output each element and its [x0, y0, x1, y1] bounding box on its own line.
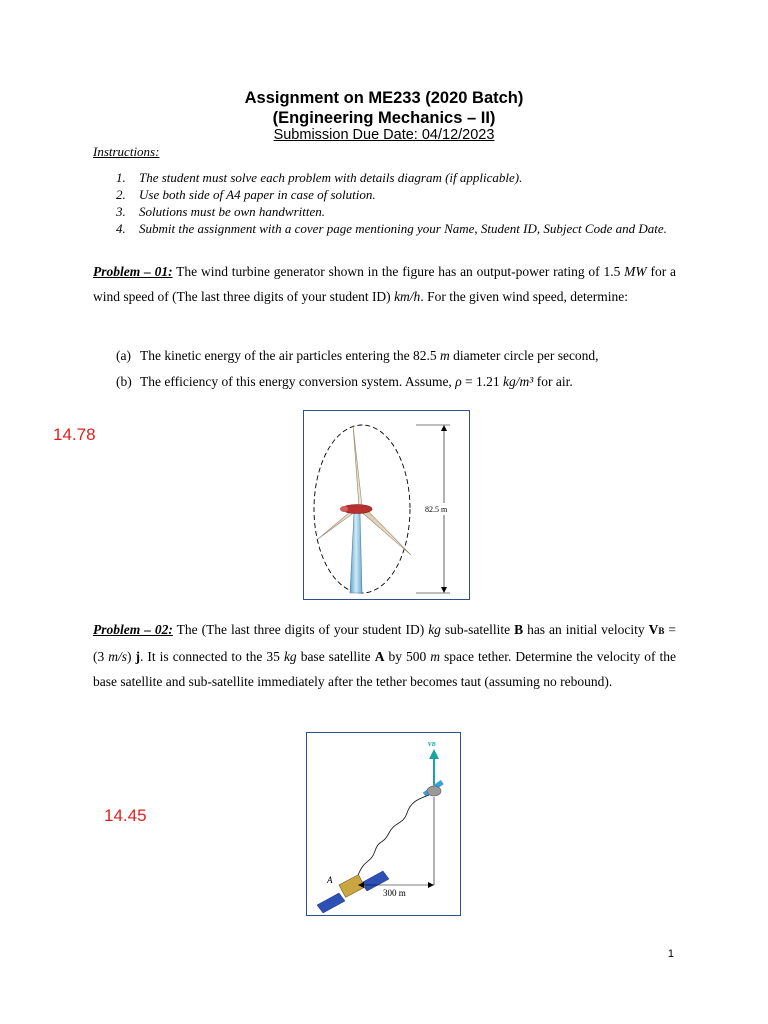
problem-2-text: . It is connected to the 35	[140, 649, 284, 664]
part-text: = 1.21	[461, 374, 504, 389]
unit-kg: kg	[283, 649, 297, 664]
instruction-text: Submit the assignment with a cover page mentioning your Name, Student ID, Subject Code and Date.	[139, 221, 667, 236]
part-text: The efficiency of this energy conversion system. Assume,	[140, 374, 456, 389]
satellite-figure	[306, 732, 461, 916]
wind-turbine-figure	[303, 410, 470, 600]
velocity-label	[428, 739, 436, 748]
course-name: (Engineering Mechanics – II)	[272, 109, 496, 127]
instructions-heading: Instructions:	[93, 144, 160, 159]
tether-distance-label: 300 m	[383, 888, 406, 898]
problem-2-text: sub-satellite	[440, 622, 515, 637]
symbol-a: A	[374, 649, 385, 664]
unit-m: m	[440, 348, 450, 363]
problem-2-reference-number: 14.45	[104, 806, 147, 825]
problem-2-text: has an initial velocity	[523, 622, 649, 637]
instruction-number: 3.	[116, 204, 126, 219]
unit-kmh: km/h	[394, 289, 421, 304]
symbol-b: B	[514, 622, 524, 637]
unit-mw: MW	[624, 264, 647, 279]
base-satellite-label: A	[327, 875, 333, 885]
problem-2-label: Problem – 02:	[93, 622, 173, 637]
problem-1-reference-number: 14.78	[53, 425, 96, 444]
problem-1-text: . For the given wind speed, determine:	[420, 289, 629, 304]
rho-symbol: ρ	[455, 374, 462, 389]
unit-density: kg/m³	[503, 374, 534, 389]
problem-2-text: by 500	[384, 649, 431, 664]
unit-m: m	[430, 649, 440, 664]
instruction-number: 2.	[116, 187, 126, 202]
instruction-text: Solutions must be own handwritten.	[139, 204, 325, 219]
velocity-label-v: v	[428, 739, 432, 748]
unit-ms: m/s	[108, 649, 128, 664]
turbine-diameter-label: 82.5 m	[425, 505, 448, 514]
page-number: 1	[667, 948, 674, 960]
problem-1-statement	[93, 259, 676, 309]
part-text: for air.	[533, 374, 573, 389]
instructions-list	[116, 170, 676, 260]
velocity-subscript: B	[658, 626, 665, 636]
instruction-text: The student must solve each problem with details diagram (if applicable).	[139, 170, 523, 185]
part-text: The kinetic energy of the air particles entering the 82.5	[140, 348, 441, 363]
part-label: (a)	[116, 348, 131, 363]
velocity-label-subscript: B	[431, 742, 436, 748]
problem-1-text: The wind turbine generator shown in the figure has an output-power rating of 1.5	[172, 264, 625, 279]
part-label: (b)	[116, 374, 132, 389]
part-text: diameter circle per second,	[449, 348, 599, 363]
instruction-number: 1.	[116, 170, 126, 185]
problem-1-label: Problem – 01:	[93, 264, 173, 279]
problem-2-statement	[93, 617, 676, 694]
instruction-number: 4.	[116, 221, 126, 236]
problem-1-text: for a wind speed of (The last three digits of your student ID)	[93, 264, 677, 304]
problem-2-text: The (The last three digits of your student ID)	[172, 622, 429, 637]
problem-2-text: space tether. Determine the velocity of the base satellite and sub-satellite immediately after the tether becomes taut (assuming no rebound).	[93, 649, 677, 689]
due-date: Submission Due Date: 04/12/2023	[273, 127, 495, 143]
instruction-text: Use both side of A4 paper in case of solution.	[139, 187, 376, 202]
unit-kg: kg	[428, 622, 441, 637]
document-title: Assignment on ME233 (2020 Batch)	[244, 89, 524, 107]
velocity-symbol: V	[648, 622, 659, 637]
problem-2-text: base satellite	[296, 649, 375, 664]
problem-2-text: )	[127, 649, 136, 664]
unit-vector-j: j	[135, 649, 141, 664]
problem-2-text: = (3	[93, 622, 676, 664]
